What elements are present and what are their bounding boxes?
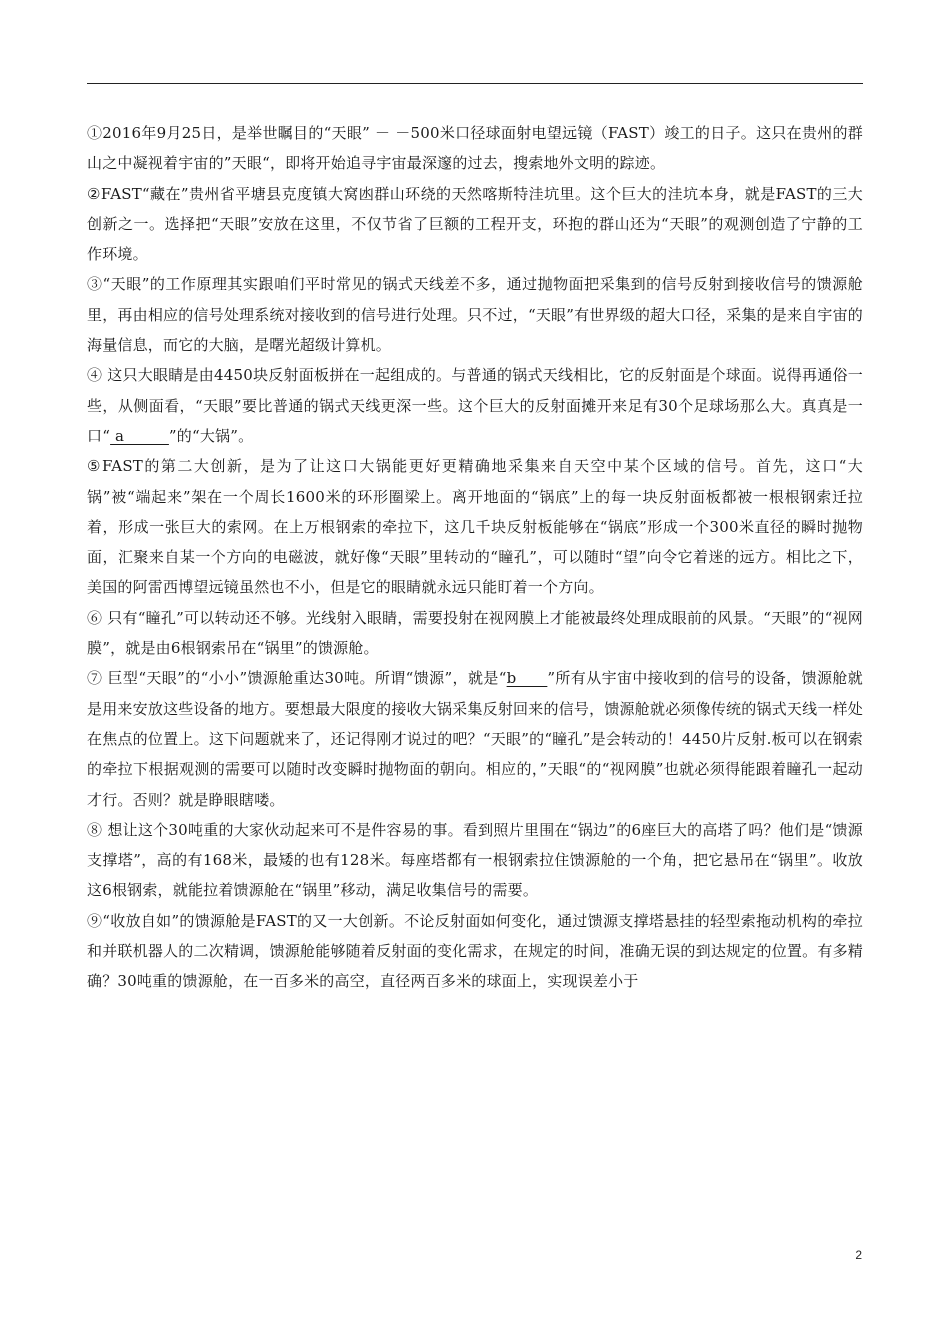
blank-b: b [506,669,548,688]
paragraph-4-text-before: ④ 这只大眼睛是由4450块反射面板拼在一起组成的。与普通的锅式天线相比，它的反射面是个球面。说得再通俗一些，从侧面看，“天眼”要比普通的锅式天线更深一些。这个巨大的反射面摊开来足有30个足球场那么大。真真是一口“ [87,366,863,445]
paragraph-7-text-after: ”所有从宇宙中接收到的信号的设备，馈源舱就是用来安放这些设备的地方。要想最大限度的接收大锅采集反射回来的信号，馈源舱就必须像传统的锅式天线一样处在焦点的位置上。这下问题就来了，还记得刚才说过的吧？“天眼”的“瞳孔”是会转动的！4450片反射.板可以在钢索的牵拉下根据观测的需要可以随时改变瞬时抛物面的朝向。相应的，”天眼“的“视网膜”也就必须得能跟着瞳孔一起动才行。否则？就是睁眼瞎喽。 [87,669,864,809]
paragraph-8: ⑧ 想让这个30吨重的大家伙动起来可不是件容易的事。看到照片里围在“锅边”的6座巨大的高塔了吗？他们是“馈源支撑塔”，高的有168米，最矮的也有128米。每座塔都有一根钢索拉住馈源舱的一个角，把它悬吊在“锅里”。收放这6根钢索，就能拉着馈源舱在“锅里”移动，满足收集信号的需要。 [87,820,863,900]
article-body [87,118,863,997]
blank-a: a [110,426,169,445]
paragraph-7 [87,663,863,814]
paragraph-3: ③“天眼”的工作原理其实跟咱们平时常见的锅式天线差不多，通过抛物面把采集到的信号反射到接收信号的馈源舱里，再由相应的信号处理系统对接收到的信号进行处理。只不过，“天眼”有世界级的超大口径，采集的是来自宇宙的海量信息，而它的大脑，是曙光超级计算机。 [87,275,863,355]
paragraph-1: ①2016年9月25日，是举世瞩目的“天眼” － －500米口径球面射电望远镜（FAST）竣工的日子。这只在贵州的群山之中凝视着宇宙的”天眼“，即将开始追寻宇宙最深邃的过去，搜索地外文明的踪迹。 [87,124,863,173]
paragraph-2: ②FAST“藏在”贵州省平塘县克度镇大窝凼群山环绕的天然喀斯特洼坑里。这个巨大的洼坑本身，就是FAST的三大创新之一。选择把“天眼”安放在这里，不仅节省了巨额的工程开支，环抱的群山还为“天眼”的观测创造了宁静的工作环境。 [87,184,863,264]
paragraph-4-text-after: ”的“大锅”。 [168,426,254,445]
paragraph-6: ⑥ 只有“瞳孔”可以转动还不够。光线射入眼睛，需要投射在视网膜上才能被最终处理成眼前的风景。“天眼”的“视网膜”，就是由6根钢索吊在“锅里”的馈源舱。 [87,608,863,658]
page-number: 2 [855,1248,862,1262]
paragraph-7-text-before: ⑦ 巨型“天眼”的“小小”馈源舱重达30吨。所谓“馈源”，就是“ [87,669,507,688]
paragraph-9: ⑨“收放自如”的馈源舱是FAST的又一大创新。不论反射面如何变化，通过馈源支撑塔悬挂的轻型索拖动机构的牵拉和并联机器人的二次精调，馈源舱能够随着反射面的变化需求，在规定的时间，准确无误的到达规定的位置。有多精确？30吨重的馈源舱，在一百多米的高空，直径两百多米的球面上，实现误差小于 [87,911,863,991]
paragraph-5: ⑤FAST的第二大创新，是为了让这口大锅能更好更精确地采集来自天空中某个区域的信号。首先，这口“大锅”被“端起来”架在一个周长1600米的环形圈梁上。离开地面的“锅底”上的每一块反射面板都被一根根钢索迁拉着，形成一张巨大的索网。在上万根钢索的牵拉下，这几千块反射板能够在“锅底”形成一个300米直径的瞬时抛物面，汇聚来自某一个方向的电磁波，就好像“天眼”里转动的“瞳孔”，可以随时“望”向令它着迷的远方。相比之下，美国的阿雷西博望远镜虽然也不小，但是它的眼睛就永远只能盯着一个方向。 [87,457,863,597]
paragraph-4 [87,360,863,451]
header-rule [87,83,863,84]
